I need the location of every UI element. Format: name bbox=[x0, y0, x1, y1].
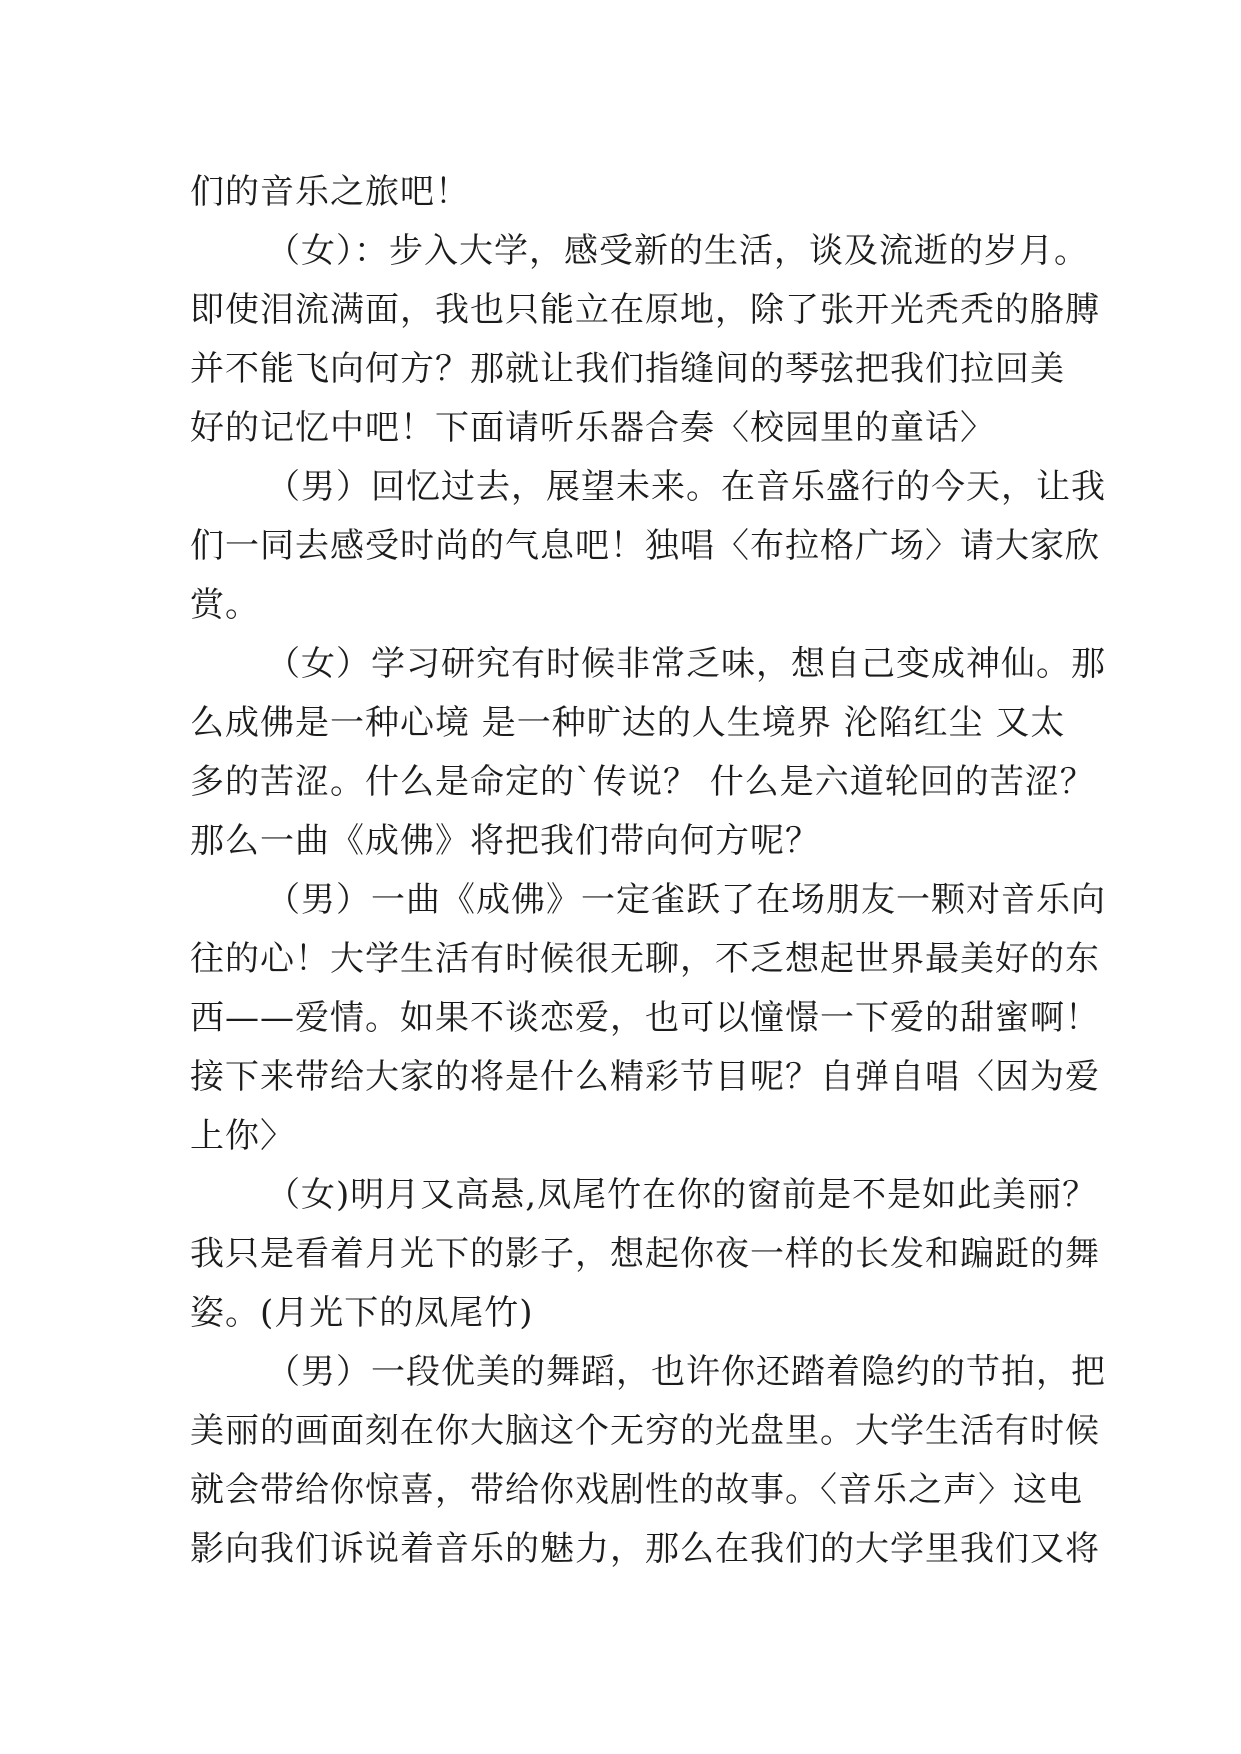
paragraph-start-line: （男）回忆过去，展望未来。在音乐盛行的今天，让我 bbox=[266, 467, 1106, 507]
text-line: 们的音乐之旅吧！ bbox=[190, 172, 470, 212]
text-line: 们一同去感受时尚的气息吧！独唱〈布拉格广场〉请大家欣 bbox=[190, 526, 1100, 566]
text-line: 我只是看着月光下的影子，想起你夜一样的长发和蹁跹的舞 bbox=[190, 1234, 1100, 1274]
text-line: 好的记忆中吧！下面请听乐器合奏〈校园里的童话〉 bbox=[190, 408, 995, 448]
text-line: 姿。(月光下的凤尾竹) bbox=[190, 1293, 534, 1333]
text-line: 那么一曲《成佛》将把我们带向何方呢？ bbox=[190, 821, 820, 861]
text-line: 上你〉 bbox=[190, 1116, 295, 1156]
text-line: 往的心！大学生活有时候很无聊，不乏想起世界最美好的东 bbox=[190, 939, 1100, 979]
text-line: 接下来带给大家的将是什么精彩节目呢？自弹自唱〈因为爱 bbox=[190, 1057, 1100, 1097]
text-line: 美丽的画面刻在你大脑这个无穷的光盘里。大学生活有时候 bbox=[190, 1411, 1100, 1451]
text-line: 影向我们诉说着音乐的魅力，那么在我们的大学里我们又将 bbox=[190, 1529, 1100, 1569]
paragraph-start-line: （男）一曲《成佛》一定雀跃了在场朋友一颗对音乐向 bbox=[266, 880, 1106, 920]
paragraph-start-line: （男）一段优美的舞蹈，也许你还踏着隐约的节拍，把 bbox=[266, 1352, 1106, 1392]
text-line: 赏。 bbox=[190, 585, 260, 625]
text-line: 就会带给你惊喜，带给你戏剧性的故事。〈音乐之声〉这电 bbox=[190, 1470, 1083, 1510]
document-body bbox=[190, 163, 1106, 1579]
paragraph-start-line: （女)明月又高悬,凤尾竹在你的窗前是不是如此美丽？ bbox=[266, 1175, 1098, 1215]
paragraph-start-line: （女）：步入大学，感受新的生活，谈及流逝的岁月。 bbox=[266, 231, 1089, 271]
text-line: 西——爱情。如果不谈恋爱，也可以憧憬一下爱的甜蜜啊！ bbox=[190, 998, 1100, 1038]
text-line: 么成佛是一种心境 是一种旷达的人生境界 沦陷红尘 又太 bbox=[190, 703, 1066, 743]
text-line: 多的苦涩。什么是命定的`传说？ 什么是六道轮回的苦涩？ bbox=[190, 762, 1095, 802]
text-line: 并不能飞向何方？那就让我们指缝间的琴弦把我们拉回美 bbox=[190, 349, 1065, 389]
text-line: 即使泪流满面，我也只能立在原地，除了张开光秃秃的胳膊 bbox=[190, 290, 1100, 330]
paragraph-start-line: （女）学习研究有时候非常乏味，想自己变成神仙。那 bbox=[266, 644, 1106, 684]
